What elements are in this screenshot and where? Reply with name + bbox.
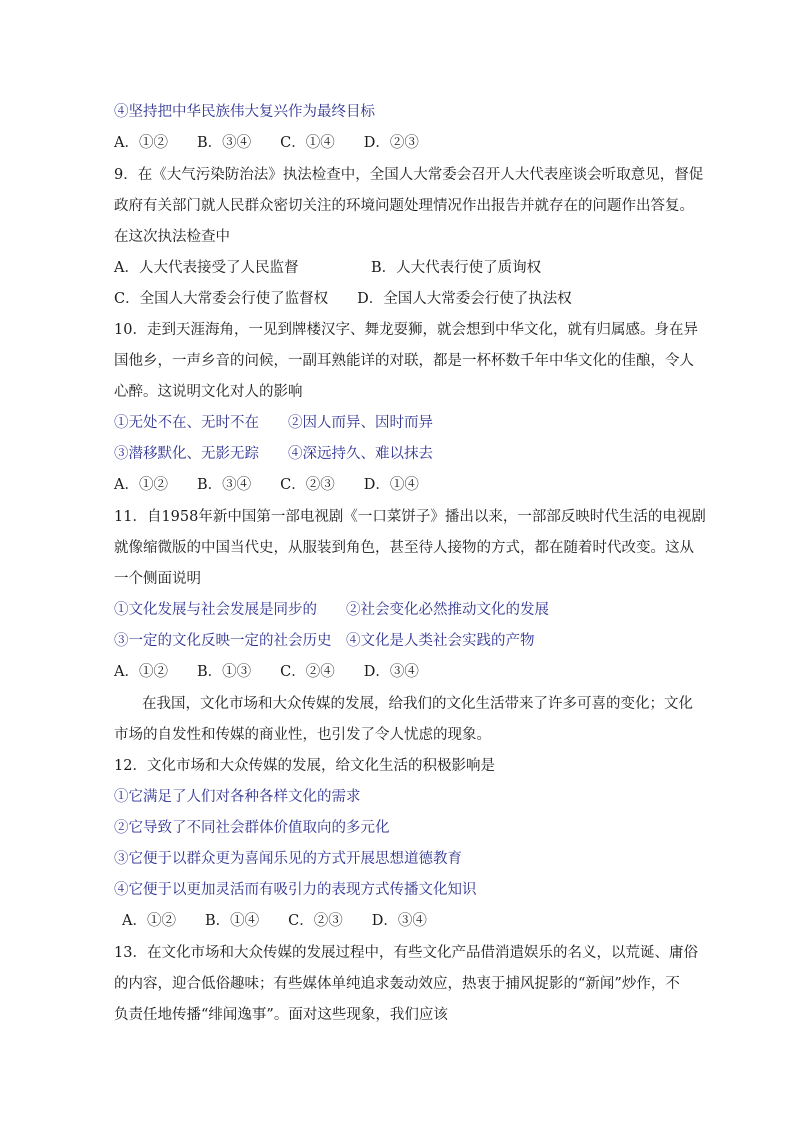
question-12-stem: 12．文化市场和大众传媒的发展，给文化生活的积极影响是 [114,758,495,774]
question-9-stem: 9．在《大气污染防治法》执法检查中，全国人大常委会召开人大代表座谈会听取意见，督促 [114,167,704,183]
question-9-stem: 政府有关部门就人民群众密切关注的环境问题处理情况作出报告并就存在的问题作出答复。 [114,198,694,214]
question-11-options: A．①② B．①③ C．②④ D．③④ [114,664,419,680]
material-paragraph: 在我国，文化市场和大众传媒的发展，给我们的文化生活带来了许多可喜的变化；文化 [142,696,693,712]
question-10-stem: 心醉。这说明文化对人的影响 [114,384,303,400]
question-11-stem: 一个侧面说明 [114,571,201,587]
question-9-options: A．人大代表接受了人民监督 B．人大代表行使了质询权 [114,260,542,276]
question-13-stem: 13．在文化市场和大众传媒的发展过程中，有些文化产品借消遣娱乐的名义，以荒诞、庸俗 [114,945,698,961]
question-10-statements: ③潜移默化、无影无踪 ④深远持久、难以抹去 [114,446,433,462]
question-13-stem: 的内容，迎合低俗趣味；有些媒体单纯追求轰动效应，热衷于捕风捉影的“新闻”炒作，不 [114,976,680,992]
question-11-stem: 就像缩微版的中国当代史，从服装到角色，甚至待人接物的方式，都在随着时代改变。这从 [114,540,694,556]
question-12-statement: ②它导致了不同社会群体价值取向的多元化 [114,820,390,836]
question-9-stem: 在这次执法检查中 [114,229,230,245]
question-10-stem: 10．走到天涯海角，一见到牌楼汉字、舞龙耍狮，就会想到中华文化，就有归属感。身在异 [114,322,698,338]
material-paragraph: 市场的自发性和传媒的商业性，也引发了令人忧虑的现象。 [114,727,491,743]
question-13-stem: 负责任地传播“绯闻逸事”。面对这些现象，我们应该 [114,1007,448,1023]
statement-4: ④坚持把中华民族伟大复兴作为最终目标 [114,104,375,120]
question-12-statement: ①它满足了人们对各种各样文化的需求 [114,789,361,805]
question-12-statement: ③它便于以群众更为喜闻乐见的方式开展思想道德教育 [114,851,462,867]
question-11-statements: ③一定的文化反映一定的社会历史 ④文化是人类社会实践的产物 [114,633,535,649]
question-12-statement: ④它便于以更加灵活而有吸引力的表现方式传播文化知识 [114,882,477,898]
question-10-stem: 国他乡，一声乡音的问候，一副耳熟能详的对联，都是一杯杯数千年中华文化的佳酿，令人 [114,353,694,369]
question-9-options: C．全国人大常委会行使了监督权 D．全国人大常委会行使了执法权 [114,291,572,307]
question-10-statements: ①无处不在、无时不在 ②因人而异、因时而异 [114,415,433,431]
question-11-stem: 11．自1958年新中国第一部电视剧《一口菜饼子》播出以来，一部部反映时代生活的电视剧 [114,509,706,525]
question-10-options: A．①② B．③④ C．②③ D．①④ [114,477,419,493]
question-11-statements: ①文化发展与社会发展是同步的 ②社会变化必然推动文化的发展 [114,602,549,618]
question-12-options: A．①② B．①④ C．②③ D．③④ [122,913,427,929]
answer-options: A．①② B．③④ C．①④ D．②③ [114,135,419,151]
